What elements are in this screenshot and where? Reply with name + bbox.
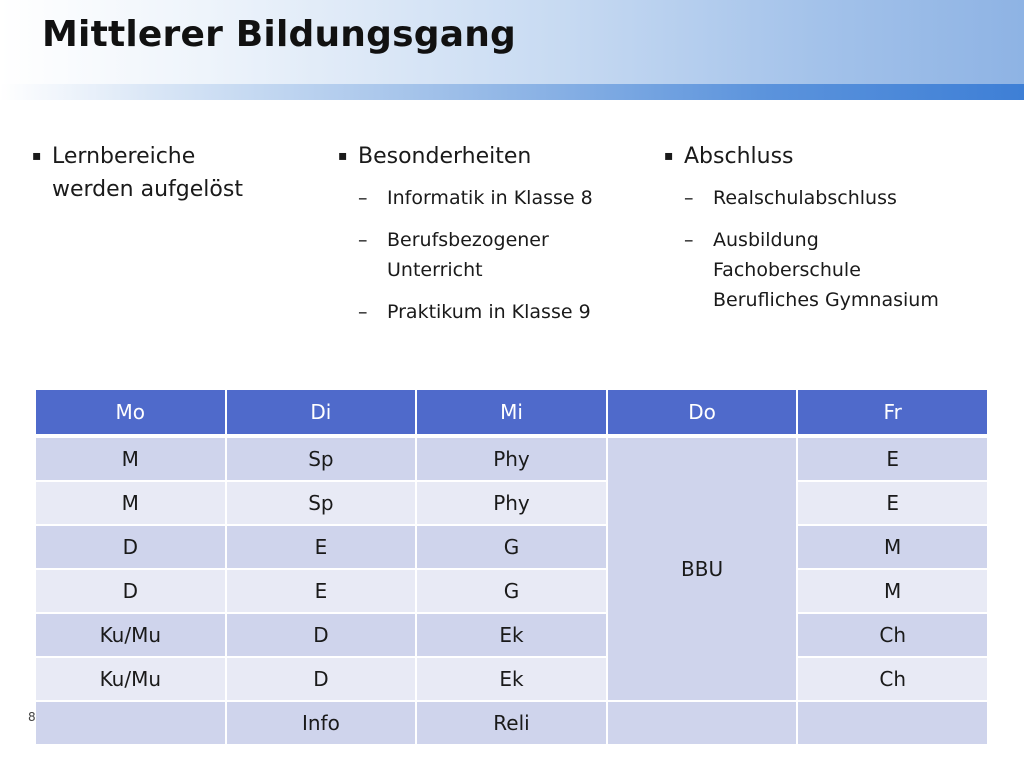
schedule-table [34, 388, 989, 746]
sub-item-text: Berufsbezogener Unterricht [387, 229, 549, 281]
cell-mi: Ek [417, 658, 606, 700]
table-row [36, 570, 987, 612]
sub-item [664, 183, 1004, 213]
bullet-square-icon: ▪ [338, 148, 348, 164]
bullet-text: Lernbereiche werden aufgelöst [52, 144, 243, 202]
cell-do-merged: BBU [608, 438, 797, 700]
table-row [36, 702, 987, 744]
cell-mo: M [36, 482, 225, 524]
title-bar-stripe [0, 84, 1024, 100]
slide-number: 8 [28, 710, 36, 724]
cell-mi: Phy [417, 482, 606, 524]
cell-mi: Reli [417, 702, 606, 744]
cell-do [608, 702, 797, 744]
table-row [36, 614, 987, 656]
sub-item-text: Ausbildung Fachoberschule Berufliches Gymnasium [713, 229, 939, 311]
dash-icon: – [684, 229, 694, 251]
cell-mi: Ek [417, 614, 606, 656]
cell-mo: Ku/Mu [36, 658, 225, 700]
sub-item [338, 225, 638, 285]
cell-fr [798, 702, 987, 744]
cell-fr: Ch [798, 658, 987, 700]
bullet-item [32, 140, 302, 206]
cell-mo: D [36, 570, 225, 612]
header-do: Do [608, 390, 797, 436]
sub-item [338, 183, 638, 213]
cell-fr: Ch [798, 614, 987, 656]
cell-di: E [227, 570, 416, 612]
dash-icon: – [358, 301, 368, 323]
cell-di: E [227, 526, 416, 568]
cell-di: D [227, 658, 416, 700]
cell-mi: G [417, 526, 606, 568]
sub-item-text: Realschulabschluss [713, 187, 897, 209]
cell-fr: E [798, 482, 987, 524]
cell-di: Sp [227, 482, 416, 524]
header-mo: Mo [36, 390, 225, 436]
sub-item-text: Praktikum in Klasse 9 [387, 301, 591, 323]
table-row [36, 526, 987, 568]
table-row [36, 482, 987, 524]
slide-title: Mittlerer Bildungsgang [42, 14, 516, 55]
header-fr: Fr [798, 390, 987, 436]
cell-mi: Phy [417, 438, 606, 480]
dash-icon: – [358, 229, 368, 251]
bullet-text: Besonderheiten [358, 144, 532, 169]
table-row [36, 438, 987, 480]
header-di: Di [227, 390, 416, 436]
column-besonderheiten [338, 140, 638, 339]
cell-fr: E [798, 438, 987, 480]
bullet-square-icon: ▪ [664, 148, 674, 164]
sub-item [338, 297, 638, 327]
table-row [36, 658, 987, 700]
bullet-text: Abschluss [684, 144, 794, 169]
dash-icon: – [358, 187, 368, 209]
column-lernbereiche [32, 140, 302, 206]
cell-mi: G [417, 570, 606, 612]
cell-di: D [227, 614, 416, 656]
bullet-item [338, 140, 638, 173]
cell-mo: Ku/Mu [36, 614, 225, 656]
bullet-item [664, 140, 1004, 173]
cell-di: Sp [227, 438, 416, 480]
sub-list [338, 183, 638, 327]
sub-item [664, 225, 1004, 315]
bullet-square-icon: ▪ [32, 148, 42, 164]
cell-mo: M [36, 438, 225, 480]
header-mi: Mi [417, 390, 606, 436]
cell-fr: M [798, 526, 987, 568]
cell-mo: D [36, 526, 225, 568]
table-header-row [36, 390, 987, 436]
sub-item-text: Informatik in Klasse 8 [387, 187, 593, 209]
cell-di: Info [227, 702, 416, 744]
cell-fr: M [798, 570, 987, 612]
dash-icon: – [684, 187, 694, 209]
cell-mo [36, 702, 225, 744]
sub-list [664, 183, 1004, 315]
column-abschluss [664, 140, 1004, 327]
